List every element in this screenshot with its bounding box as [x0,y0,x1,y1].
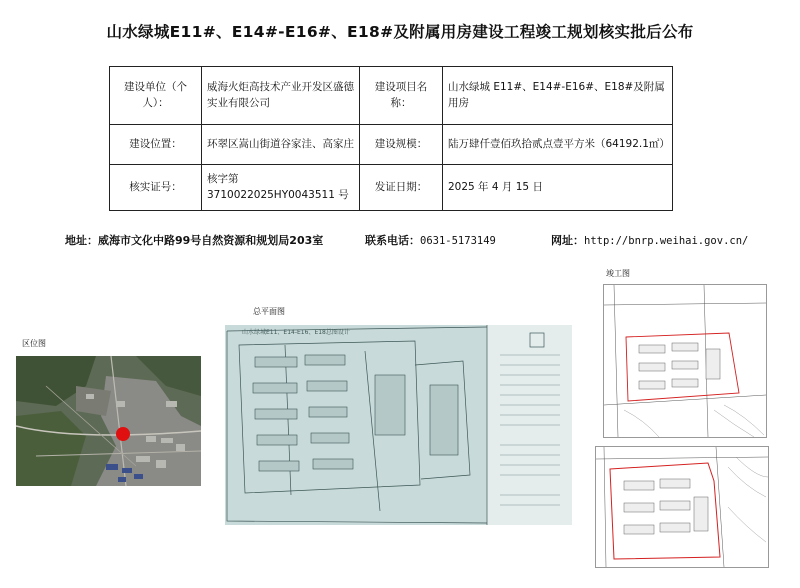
completion-drawing-top [603,284,767,438]
address [65,232,323,248]
cert-value: 核字第 3710022025HY0043511 号 [202,165,360,211]
project-value: 山水绿城 E11#、E14#-E16#、E18#及附属用房 [443,67,673,125]
cert-label: 核实证号： [110,165,202,211]
address-value: 威海市文化中路99号自然资源和规划局203室 [98,234,324,247]
site-plan-sheet-title: 山水绿城E11、E14-E16、E18总图设计 [242,329,350,336]
website-label: 网址： [551,234,584,247]
location-value: 环翠区嵩山街道谷家洼、高家庄 [202,125,360,165]
page-title: 山水绿城E11#、E14#-E16#、E18#及附属用房建设工程竣工规划核实批后公布 [106,23,694,41]
phone [365,232,496,248]
scale-value: 陆万肆仟壹佰玖拾贰点壹平方米（64192.1㎡） [443,125,673,165]
completion-drawing-bottom [595,446,769,568]
scale-label: 建设规模： [360,125,443,165]
phone-value: 0631-5173149 [420,235,496,247]
issue-value: 2025 年 4 月 15 日 [443,165,673,211]
project-info-table [109,66,673,211]
site-plan-caption: 总平面图 [253,307,285,316]
project-location-marker [116,427,130,441]
phone-label: 联系电话： [365,234,420,247]
info-row-cert [110,165,673,211]
unit-value: 威海火炬高技术产业开发区盛德实业有限公司 [202,67,360,125]
address-label: 地址： [65,234,98,247]
location-label: 建设位置： [110,125,202,165]
info-row-unit [110,67,673,125]
unit-label: 建设单位（个人）： [110,67,202,125]
issue-label: 发证日期： [360,165,443,211]
info-row-location [110,125,673,165]
project-label: 建设项目名称： [360,67,443,125]
website [551,232,748,248]
site-plan-image [225,325,572,525]
website-link[interactable]: http://bnrp.weihai.gov.cn/ [584,235,749,247]
location-map-image [16,356,201,486]
location-map-caption: 区位图 [22,339,46,348]
completion-drawing-caption: 竣工图 [606,269,630,278]
